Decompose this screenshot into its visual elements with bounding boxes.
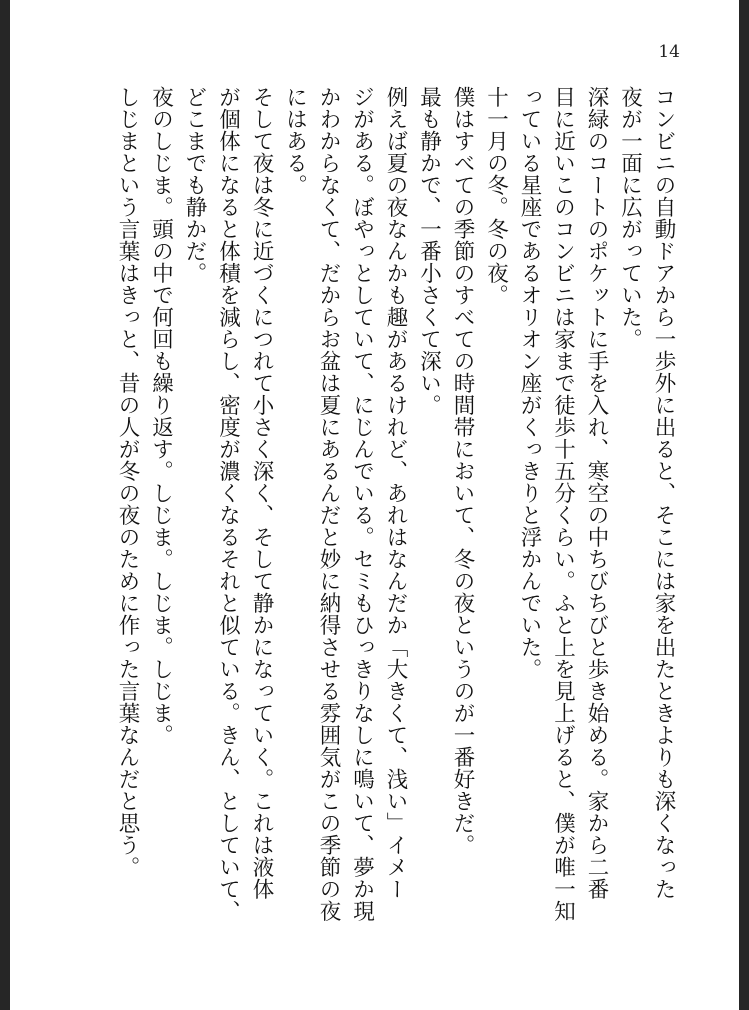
text-line: 例えば夏の夜なんかも趣があるけれど、あれはなんだか「大きくて、浅い」イメー xyxy=(383,86,408,900)
text-line: かわからなくて、だからお盆は夏にあるんだと妙に納得させる雰囲気がこの季節の夜 xyxy=(316,86,341,922)
text-line: そして夜は冬に近づくにつれて小さく深く、そして静かになっていく。これは液体 xyxy=(249,86,274,900)
text-line: 深緑のコートのポケットに手を入れ、寒空の中ちびちびと歩き始める。家から二番 xyxy=(584,86,609,900)
text-line: 夜のしじま。頭の中で何回も繰り返す。しじま。しじま。しじま。 xyxy=(148,86,174,746)
text-line: 夜が一面に広がっていた。 xyxy=(617,86,643,350)
left-border xyxy=(0,0,10,1010)
text-line: コンビニの自動ドアから一歩外に出ると、そこには家を出たときよりも深くなった xyxy=(651,86,676,900)
vertical-text-body xyxy=(40,86,680,991)
text-line: 最も静かで、一番小さくて深い。 xyxy=(416,86,442,416)
text-line: にはある。 xyxy=(282,86,308,196)
page-number: 14 xyxy=(658,42,680,62)
text-line: が個体になると体積を減らし、密度が濃くなるそれと似ている。きん、としていて、 xyxy=(215,86,241,922)
text-line: っている星座であるオリオン座がくっきりと浮かんでいた。 xyxy=(517,86,542,680)
text-line: どこまでも静かだ。 xyxy=(182,86,207,284)
text-line: しじまという言葉はきっと、昔の人が冬の夜のために作った言葉なんだと思う。 xyxy=(115,86,140,878)
right-border xyxy=(739,0,749,1010)
text-line: 十一月の冬。冬の夜。 xyxy=(483,86,509,306)
text-line: 目に近いこのコンビニは家まで徒歩十五分くらい。ふと上を見上げると、僕が唯一知 xyxy=(550,86,576,922)
text-line: 僕はすべての季節のすべての時間帯において、冬の夜というのが一番好きだ。 xyxy=(450,86,475,856)
text-line: ジがある。ぼやっとしていて、にじんでいる。セミもひっきりなしに鳴いて、夢か現 xyxy=(349,86,375,922)
